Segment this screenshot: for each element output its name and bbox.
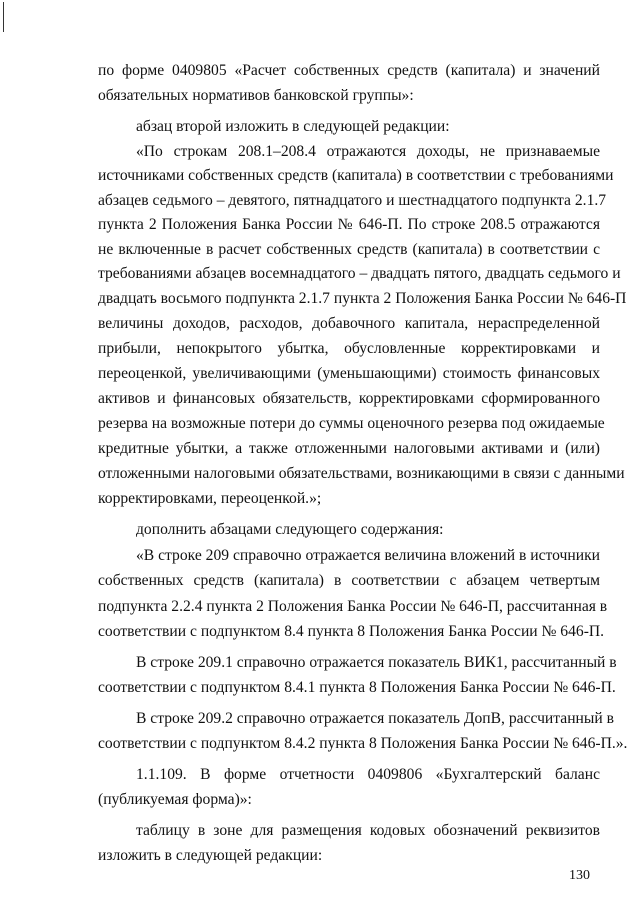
text-line: источниками собственных средств (капитала) в соответствии с требованиями [98,167,614,184]
text-line: соответствии с подпунктом 8.4.2 пункта 8 Положения Банка России № 646-П.». [98,735,628,752]
text-line: прибыли, непокрытого убытка, обусловленные корректировками и [98,340,600,357]
text-line: подпункта 2.2.4 пункта 2 Положения Банка России № 646-П, рассчитанная в [98,598,608,615]
text-line: изложить в следующей редакции: [98,847,323,864]
text-line: «В строке 209 справочно отражается величина вложений в источники [136,547,600,564]
text-line: пункта 2 Положения Банка России № 646-П. По строке 208.5 отражаются [98,216,600,233]
text-line: (публикуемая форма)»: [98,791,252,808]
scan-edge-mark [3,2,4,32]
text-line: таблицу в зоне для размещения кодовых обозначений реквизитов [136,822,600,839]
text-line: В строке 209.2 справочно отражается показатель ДопВ, рассчитанный в [136,710,614,727]
text-line: обязательных нормативов банковской группы»: [98,87,414,104]
text-line: соответствии с подпунктом 8.4 пункта 8 Положения Банка России № 646-П. [98,623,605,640]
text-line: 1.1.109. В форме отчетности 0409806 «Бухгалтерский баланс [136,766,600,783]
text-line: соответствии с подпунктом 8.4.1 пункта 8 Положения Банка России № 646-П. [98,679,616,696]
page-number: 130 [569,868,590,883]
text-line: «По строкам 208.1–208.4 отражаются доходы, не признаваемые [136,143,600,160]
text-line: В строке 209.1 справочно отражается показатель ВИК1, рассчитанный в [136,654,617,671]
text-line: собственных средств (капитала) в соответствии с абзацем четвертым [98,572,600,589]
text-line: абзацев седьмого – девятого, пятнадцатого и шестнадцатого подпункта 2.1.7 [98,192,607,209]
text-line: корректировками, переоценкой.»; [98,490,322,507]
text-line: требованиями абзацев восемнадцатого – двадцать пятого, двадцать седьмого и [98,265,621,282]
text-line: абзац второй изложить в следующей редакции: [136,118,450,135]
text-line: переоценкой, увеличивающими (уменьшающими) стоимость финансовых [98,365,600,382]
text-line: не включенные в расчет собственных средств (капитала) в соответствии с [98,241,600,258]
text-line: кредитные убытки, а также отложенными налоговыми активами и (или) [98,440,600,457]
text-line: двадцать восьмого подпункта 2.1.7 пункта 2 Положения Банка России № 646-П [98,290,627,307]
text-line: по форме 0409805 «Расчет собственных средств (капитала) и значений [98,62,600,79]
text-line: активов и финансовых обязательств, корректировками сформированного [98,390,600,407]
text-line: величины доходов, расходов, добавочного капитала, нераспределенной [98,315,600,332]
text-line: дополнить абзацами следующего содержания: [136,521,444,538]
text-line: резерва на возможные потери до суммы оценочного резерва под ожидаемые [98,415,605,432]
text-line: отложенными налоговыми обязательствами, возникающими в связи с данными [98,465,625,482]
